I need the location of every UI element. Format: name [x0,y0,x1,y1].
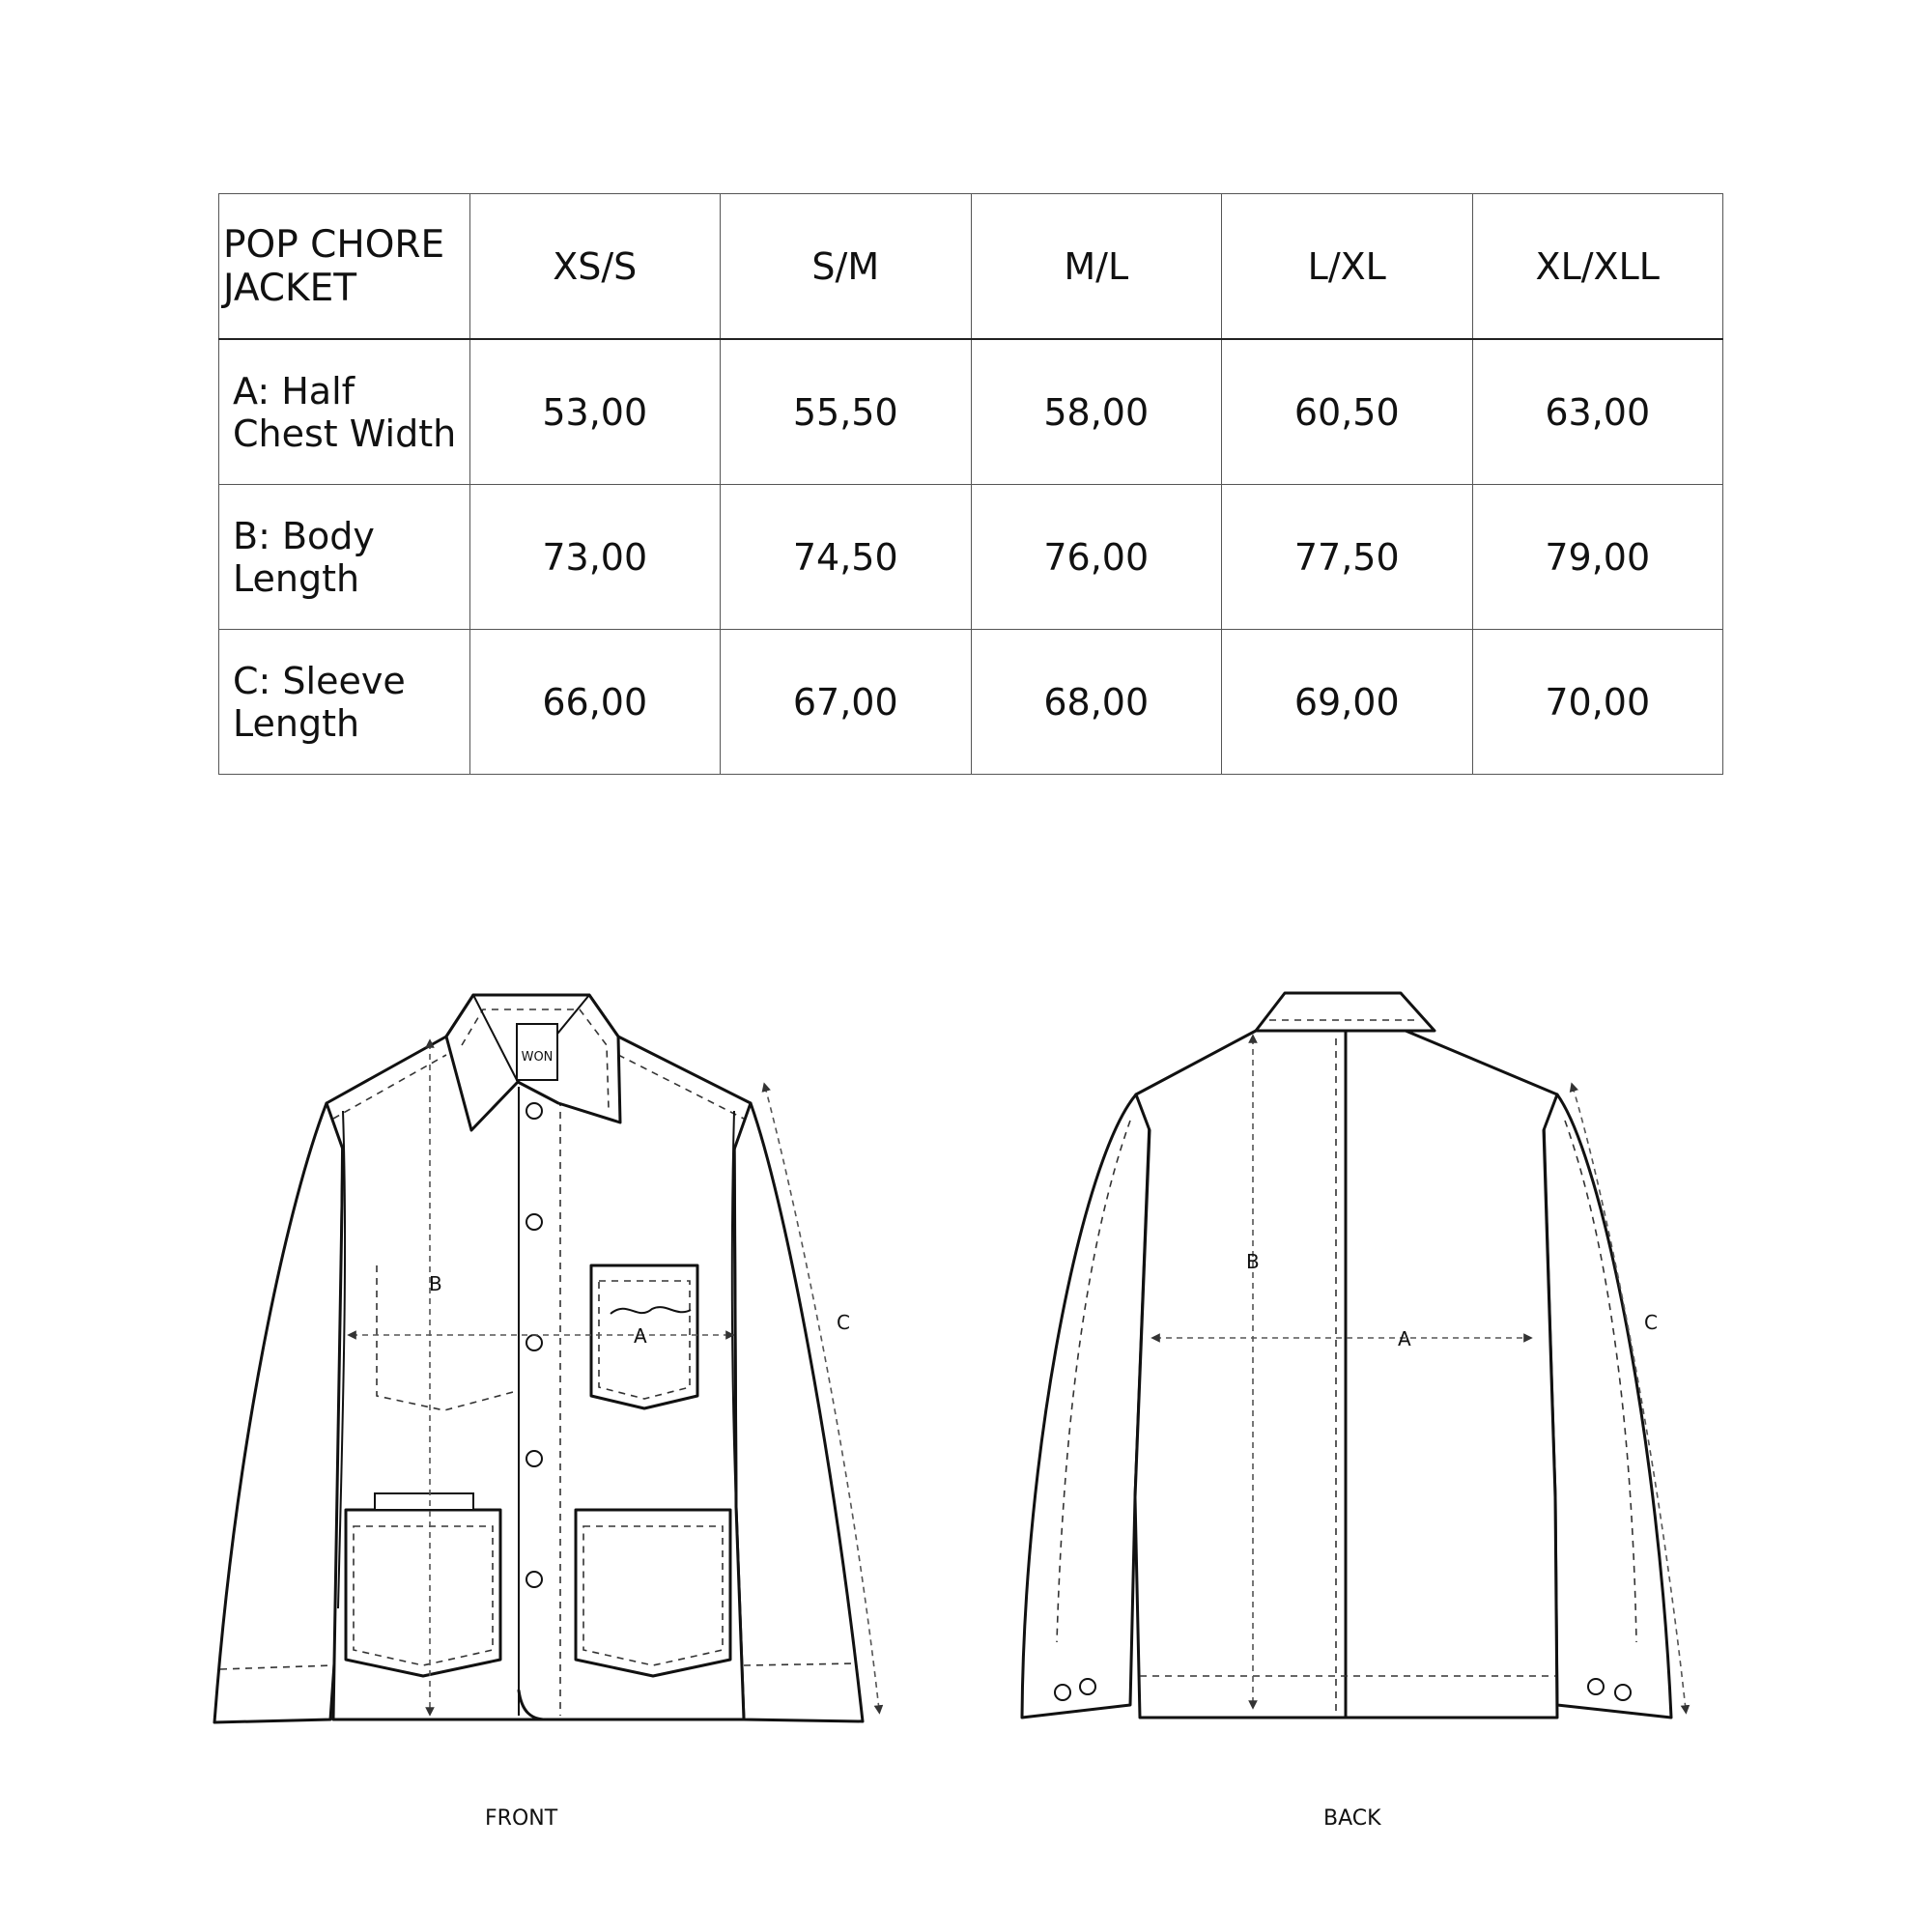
table-cell: 63,00 [1472,339,1723,485]
size-header-m-l: M/L [971,194,1222,340]
button-icon [526,1103,542,1119]
size-header-s-m: S/M [721,194,972,340]
size-header-xl-xll: XL/XLL [1472,194,1723,340]
table-title: POP CHORE JACKET [219,194,470,340]
front-jacket-drawing [214,995,879,1722]
front-measure-a-label: A [634,1324,647,1348]
front-measure-c-label: C [837,1311,850,1334]
table-cell: 67,00 [721,630,972,775]
button-icon [526,1335,542,1350]
button-icon [1615,1685,1631,1700]
table-cell: 79,00 [1472,485,1723,630]
back-left-sleeve [1022,1094,1150,1718]
button-icon [526,1451,542,1466]
table-cell: 66,00 [469,630,721,775]
front-view-label: FRONT [485,1806,558,1831]
table-cell: 74,50 [721,485,972,630]
back-view-label: BACK [1323,1806,1381,1831]
table-cell: 76,00 [971,485,1222,630]
front-measure-b-label: B [429,1272,442,1295]
front-right-sleeve [734,1103,863,1721]
back-measure-b-label: B [1246,1250,1260,1273]
neck-tag [517,1024,557,1080]
table-cell: 77,50 [1222,485,1473,630]
row-label: B: Body Length [219,485,470,630]
back-right-sleeve [1544,1094,1671,1718]
button-icon [526,1572,542,1587]
button-icon [1080,1679,1095,1694]
table-cell: 60,50 [1222,339,1473,485]
button-icon [1055,1685,1070,1700]
button-icon [1588,1679,1604,1694]
table-cell: 58,00 [971,339,1222,485]
back-collar [1256,993,1435,1031]
size-header-l-xl: L/XL [1222,194,1473,340]
size-header-xs-s: XS/S [469,194,721,340]
table-cell: 73,00 [469,485,721,630]
back-measure-a-label: A [1398,1327,1411,1350]
row-label: A: Half Chest Width [219,339,470,485]
row-label: C: Sleeve Length [219,630,470,775]
table-cell: 53,00 [469,339,721,485]
neck-tag-text: WON [521,1050,554,1065]
front-left-sleeve [214,1103,343,1722]
back-measure-c-label: C [1644,1311,1658,1334]
table-cell: 55,50 [721,339,972,485]
table-cell: 70,00 [1472,630,1723,775]
front-pen-pocket [375,1493,473,1510]
table-cell: 68,00 [971,630,1222,775]
button-icon [526,1214,542,1230]
back-jacket-drawing [1022,993,1686,1718]
table-cell: 69,00 [1222,630,1473,775]
